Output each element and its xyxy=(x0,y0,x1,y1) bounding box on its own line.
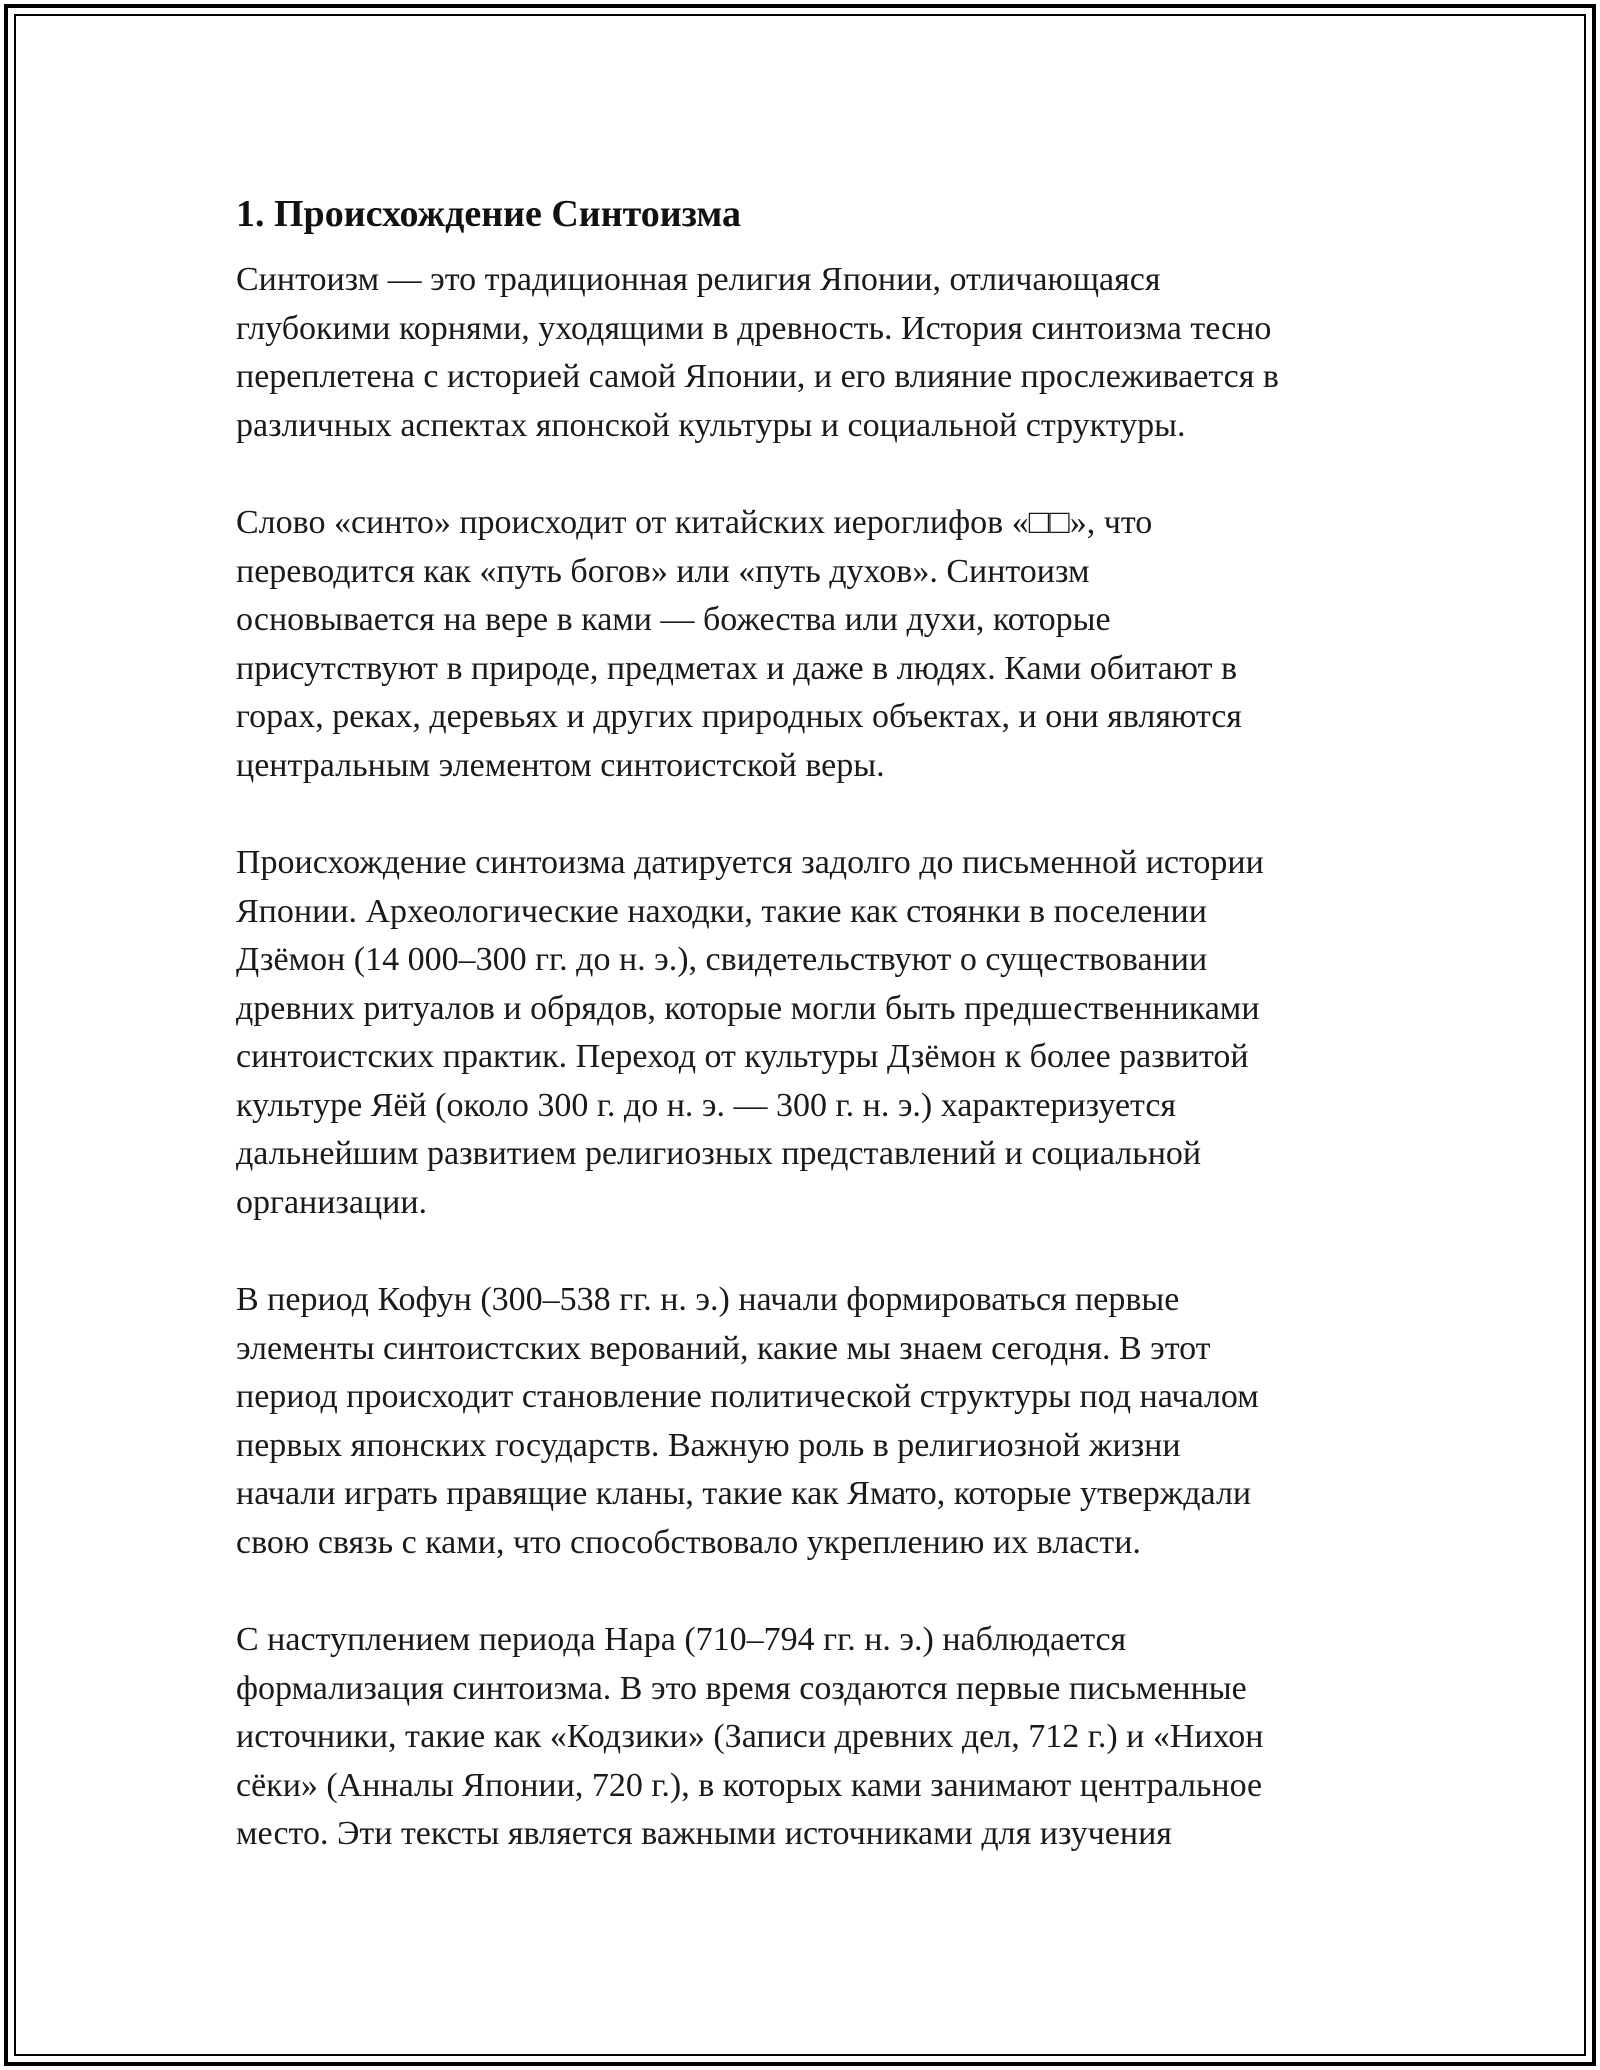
text-line: первых японских государств. Важную роль в религиозной жизни xyxy=(236,1426,1181,1464)
document-body xyxy=(236,184,1386,1908)
text-line: Синтоизм — это традиционная религия Японии, отличающаяся xyxy=(236,261,1161,298)
text-line: центральным элементом синтоистской веры. xyxy=(236,746,885,784)
text-line: сёки» (Анналы Японии, 720 г.), в которых ками занимают центральное xyxy=(236,1766,1263,1804)
text-line: синтоистских практик. Переход от культуры Дзёмон к более развитой xyxy=(236,1038,1249,1075)
text-line: древних ритуалов и обрядов, которые могли быть предшественниками xyxy=(236,989,1260,1027)
text-line: переплетена с историей самой Японии, и его влияние прослеживается в xyxy=(236,358,1279,395)
text-line: источники, такие как «Кодзики» (Записи древних дел, 712 г.) и «Нихон xyxy=(236,1718,1264,1755)
text-line: свою связь с ками, что способствовало укреплению их власти. xyxy=(236,1523,1141,1561)
section-heading: 1. Происхождение Синтоизма xyxy=(236,193,742,235)
text-line: начали играть правящие кланы, такие как Ямато, которые утверждали xyxy=(236,1475,1252,1512)
text-line: дальнейшим развитием религиозных представлений и социальной xyxy=(236,1135,1202,1172)
text-line: основывается на вере в ками — божества или духи, которые xyxy=(236,601,1111,638)
text-line: переводится как «путь богов» или «путь духов». Синтоизм xyxy=(236,552,1090,590)
text-line: горах, реках, деревьях и других природных объектах, и они являются xyxy=(236,698,1242,735)
text-line: организации. xyxy=(236,1183,428,1221)
text-line: период происходит становление политической структуры под началом xyxy=(236,1378,1259,1415)
text-line: Дзёмон (14 000–300 гг. до н. э.), свидетельствуют о существовании xyxy=(236,941,1208,978)
paragraph-4 xyxy=(236,1276,1386,1567)
text-line: глубокими корнями, уходящими в древность. История синтоизма тесно xyxy=(236,309,1272,347)
text-line: С наступлением периода Нара (710–794 гг. н. э.) наблюдается xyxy=(236,1621,1127,1658)
text-line: Слово «синто» происходит от китайских иероглифов «□□», что xyxy=(236,504,1153,541)
paragraph-1 xyxy=(236,256,1386,450)
text-line: культуре Яёй (около 300 г. до н. э. — 300 г. н. э.) характеризуется xyxy=(236,1086,1177,1124)
text-line: формализация синтоизма. В это время создаются первые письменные xyxy=(236,1669,1247,1707)
paragraph-5 xyxy=(236,1616,1386,1859)
text-line: присутствуют в природе, предметах и даже в людях. Ками обитают в xyxy=(236,649,1238,687)
text-line: различных аспектах японской культуры и социальной структуры. xyxy=(236,406,1186,444)
text-line: элементы синтоистских верований, какие мы знаем сегодня. В этот xyxy=(236,1329,1211,1367)
text-line: Японии. Археологические находки, такие как стоянки в поселении xyxy=(236,892,1207,930)
text-line: Происхождение синтоизма датируется задолго до письменной истории xyxy=(236,844,1264,881)
paragraph-3 xyxy=(236,839,1386,1227)
text-line: место. Эти тексты является важными источниками для изучения xyxy=(236,1815,1172,1852)
text-line: В период Кофун (300–538 гг. н. э.) начали формироваться первые xyxy=(236,1281,1180,1318)
paragraph-2 xyxy=(236,499,1386,790)
